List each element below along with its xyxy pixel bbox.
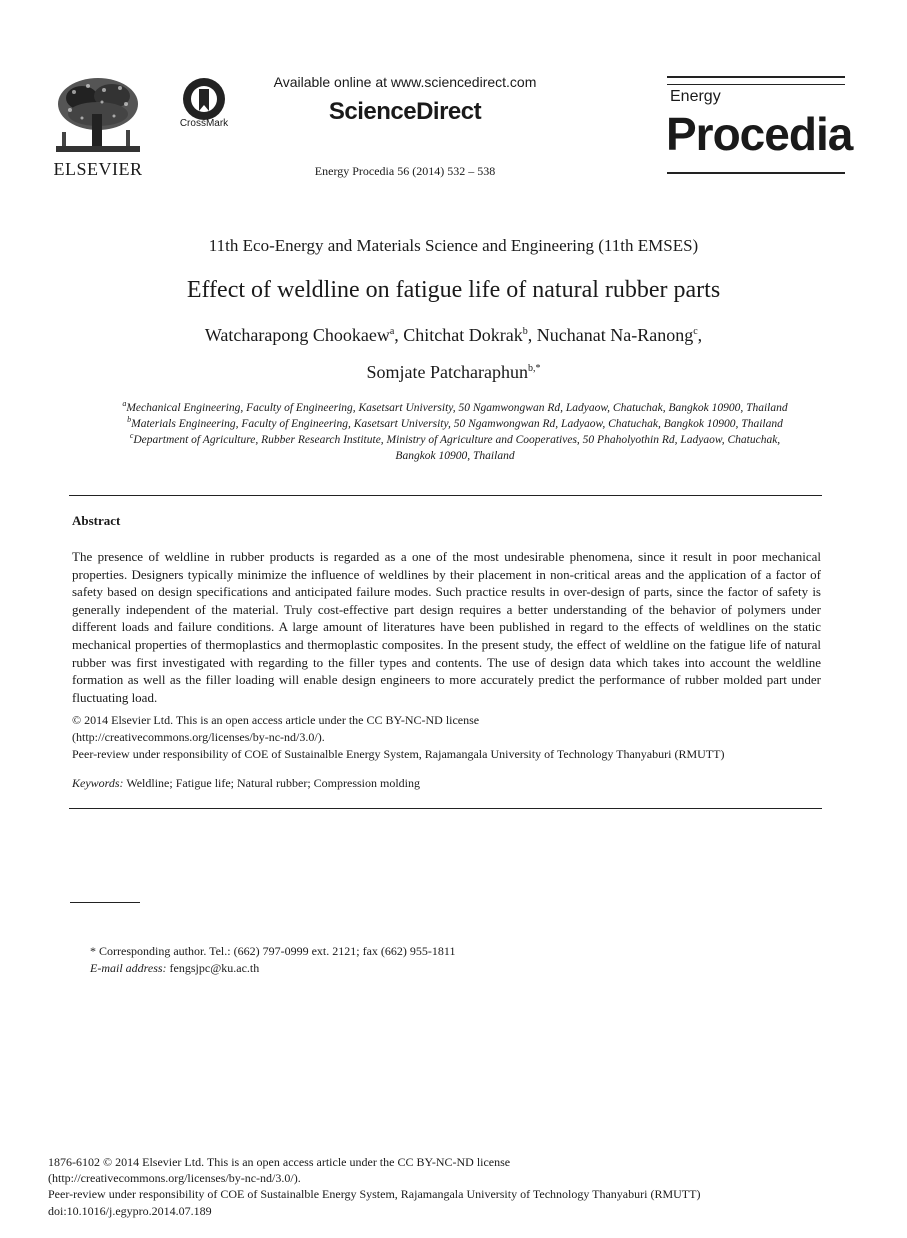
keywords-label: Keywords: — [72, 776, 124, 790]
author-list-line-1 — [0, 325, 907, 346]
author-name: Watcharapong Chookaew — [204, 325, 390, 345]
corresponding-author: * Corresponding author. Tel.: (662) 797-0999 ext. 2121; fax (662) 955-1811 — [90, 944, 456, 958]
affiliation-mark: b — [127, 415, 132, 425]
affiliation-line — [60, 448, 850, 464]
author-affiliation-mark: c — [693, 326, 698, 337]
footer-issn-license: 1876-6102 © 2014 Elsevier Ltd. This is an open access article under the CC BY-NC-ND license — [48, 1155, 511, 1169]
elsevier-tree-logo-icon — [52, 74, 144, 158]
abstract-bottom-rule — [69, 808, 822, 809]
affiliation-text: Materials Engineering, Faculty of Engineering, Kasetsart University, 50 Ngamwongwan Rd, Ladyaow, Chatuchak, Bangkok 10900, Thailand — [131, 418, 783, 430]
procedia-bottom-rule — [667, 172, 845, 174]
author-separator: , — [527, 325, 537, 345]
author-separator: , — [697, 325, 703, 345]
license-line: © 2014 Elsevier Ltd. This is an open access article under the CC BY-NC-ND license — [72, 713, 480, 727]
page-footer — [48, 1154, 868, 1219]
license-block — [72, 712, 821, 763]
email-address[interactable]: fengsjpc@ku.ac.th — [166, 961, 260, 975]
elsevier-wordmark: ELSEVIER — [53, 159, 143, 179]
peer-review-statement: Peer-review under responsibility of COE of Sustainalble Energy System, Rajamangala University of Technology Thanyaburi (RMUTT) — [72, 747, 725, 761]
abstract-heading: Abstract — [72, 513, 121, 528]
affiliation-mark: c — [129, 431, 134, 441]
affiliation-line — [60, 400, 850, 416]
procedia-logo: Procedia — [666, 108, 853, 160]
license-link[interactable]: (http://creativecommons.org/licenses/by-nc-nd/3.0/). — [72, 730, 325, 744]
author-affiliation-mark: a — [389, 326, 395, 337]
sciencedirect-logo: ScienceDirect — [328, 98, 482, 125]
abstract-body: The presence of weldline in rubber products is regarded as a one of the most undesirable phenomena, since it result in poor mechanical properties. Designers typically minimize the influence of weldlines by their placement in non-critical areas and the application of a factor of safety based on design specifications and anticipated failure modes. Such practice results in over-design of parts, since the factor of safety is generally independent of the material. Truly cost-effective part design requires a better understanding of the behavior of polymers under different loads and failure conditions. A large amount of literatures have been published in regard to the effects of weldlines on the static mechanical properties of thermoplastics and thermoplastic composites. In the present study, the effect of weldline on the fatigue life of natural rubber was first investigated with regarding to the filler types and contents. The use of design data which takes into account the weldline formation as well as the filler loading will enable design engineers to more accurately predict the performance of rubber molded part under fluctuating load. — [72, 549, 821, 705]
procedia-prefix: Energy — [670, 88, 721, 105]
email-line — [90, 960, 790, 977]
affiliation-text: Mechanical Engineering, Faculty of Engineering, Kasetsart University, 50 Ngamwongwan Rd, Ladyaow, Chatuchak, Bangkok 10900, Thailand — [126, 402, 788, 414]
abstract-top-rule — [69, 495, 822, 496]
affiliation-mark: a — [122, 399, 127, 409]
email-label: E-mail address: — [90, 961, 167, 975]
author-affiliation-mark: b,* — [527, 363, 541, 374]
affiliation-text: Bangkok 10900, Thailand — [395, 450, 515, 462]
author-separator: , — [394, 325, 404, 345]
author-name: Somjate Patcharaphun — [366, 362, 528, 382]
paper-title: Effect of weldline on fatigue life of natural rubber parts — [186, 277, 721, 303]
crossmark-label: CrossMark — [179, 118, 229, 129]
affiliations — [60, 400, 850, 464]
conference-name: 11th Eco-Energy and Materials Science and Engineering (11th EMSES) — [208, 236, 699, 255]
footer-doi[interactable]: doi:10.1016/j.egypro.2014.07.189 — [48, 1203, 212, 1218]
keywords-text: Weldline; Fatigue life; Natural rubber; Compression molding — [123, 776, 420, 790]
affiliation-line — [60, 416, 850, 432]
footnote-rule — [70, 902, 140, 903]
journal-reference: Energy Procedia 56 (2014) 532 – 538 — [314, 164, 496, 178]
keywords — [72, 776, 821, 791]
procedia-top-rule — [667, 76, 845, 85]
author-name: Chitchat Dokrak — [403, 325, 523, 345]
affiliation-text: Department of Agriculture, Rubber Research Institute, Ministry of Agriculture and Cooperatives, 50 Phaholyothin Rd, Ladyaow, Chatuchak, — [133, 434, 781, 446]
crossmark-icon[interactable] — [181, 76, 227, 122]
author-list-line-2 — [0, 362, 907, 383]
available-online-text: Available online at www.sciencedirect.com — [273, 74, 537, 90]
footer-license-link[interactable]: (http://creativecommons.org/licenses/by-nc-nd/3.0/). — [48, 1171, 301, 1186]
author-affiliation-mark: b — [522, 326, 528, 337]
footer-peer-review: Peer-review under responsibility of COE of Sustainalble Energy System, Rajamangala University of Technology Thanyaburi (RMUTT) — [48, 1187, 701, 1202]
author-name: Nuchanat Na-Ranong — [536, 325, 694, 345]
affiliation-line — [60, 432, 850, 448]
footnote — [90, 943, 790, 977]
